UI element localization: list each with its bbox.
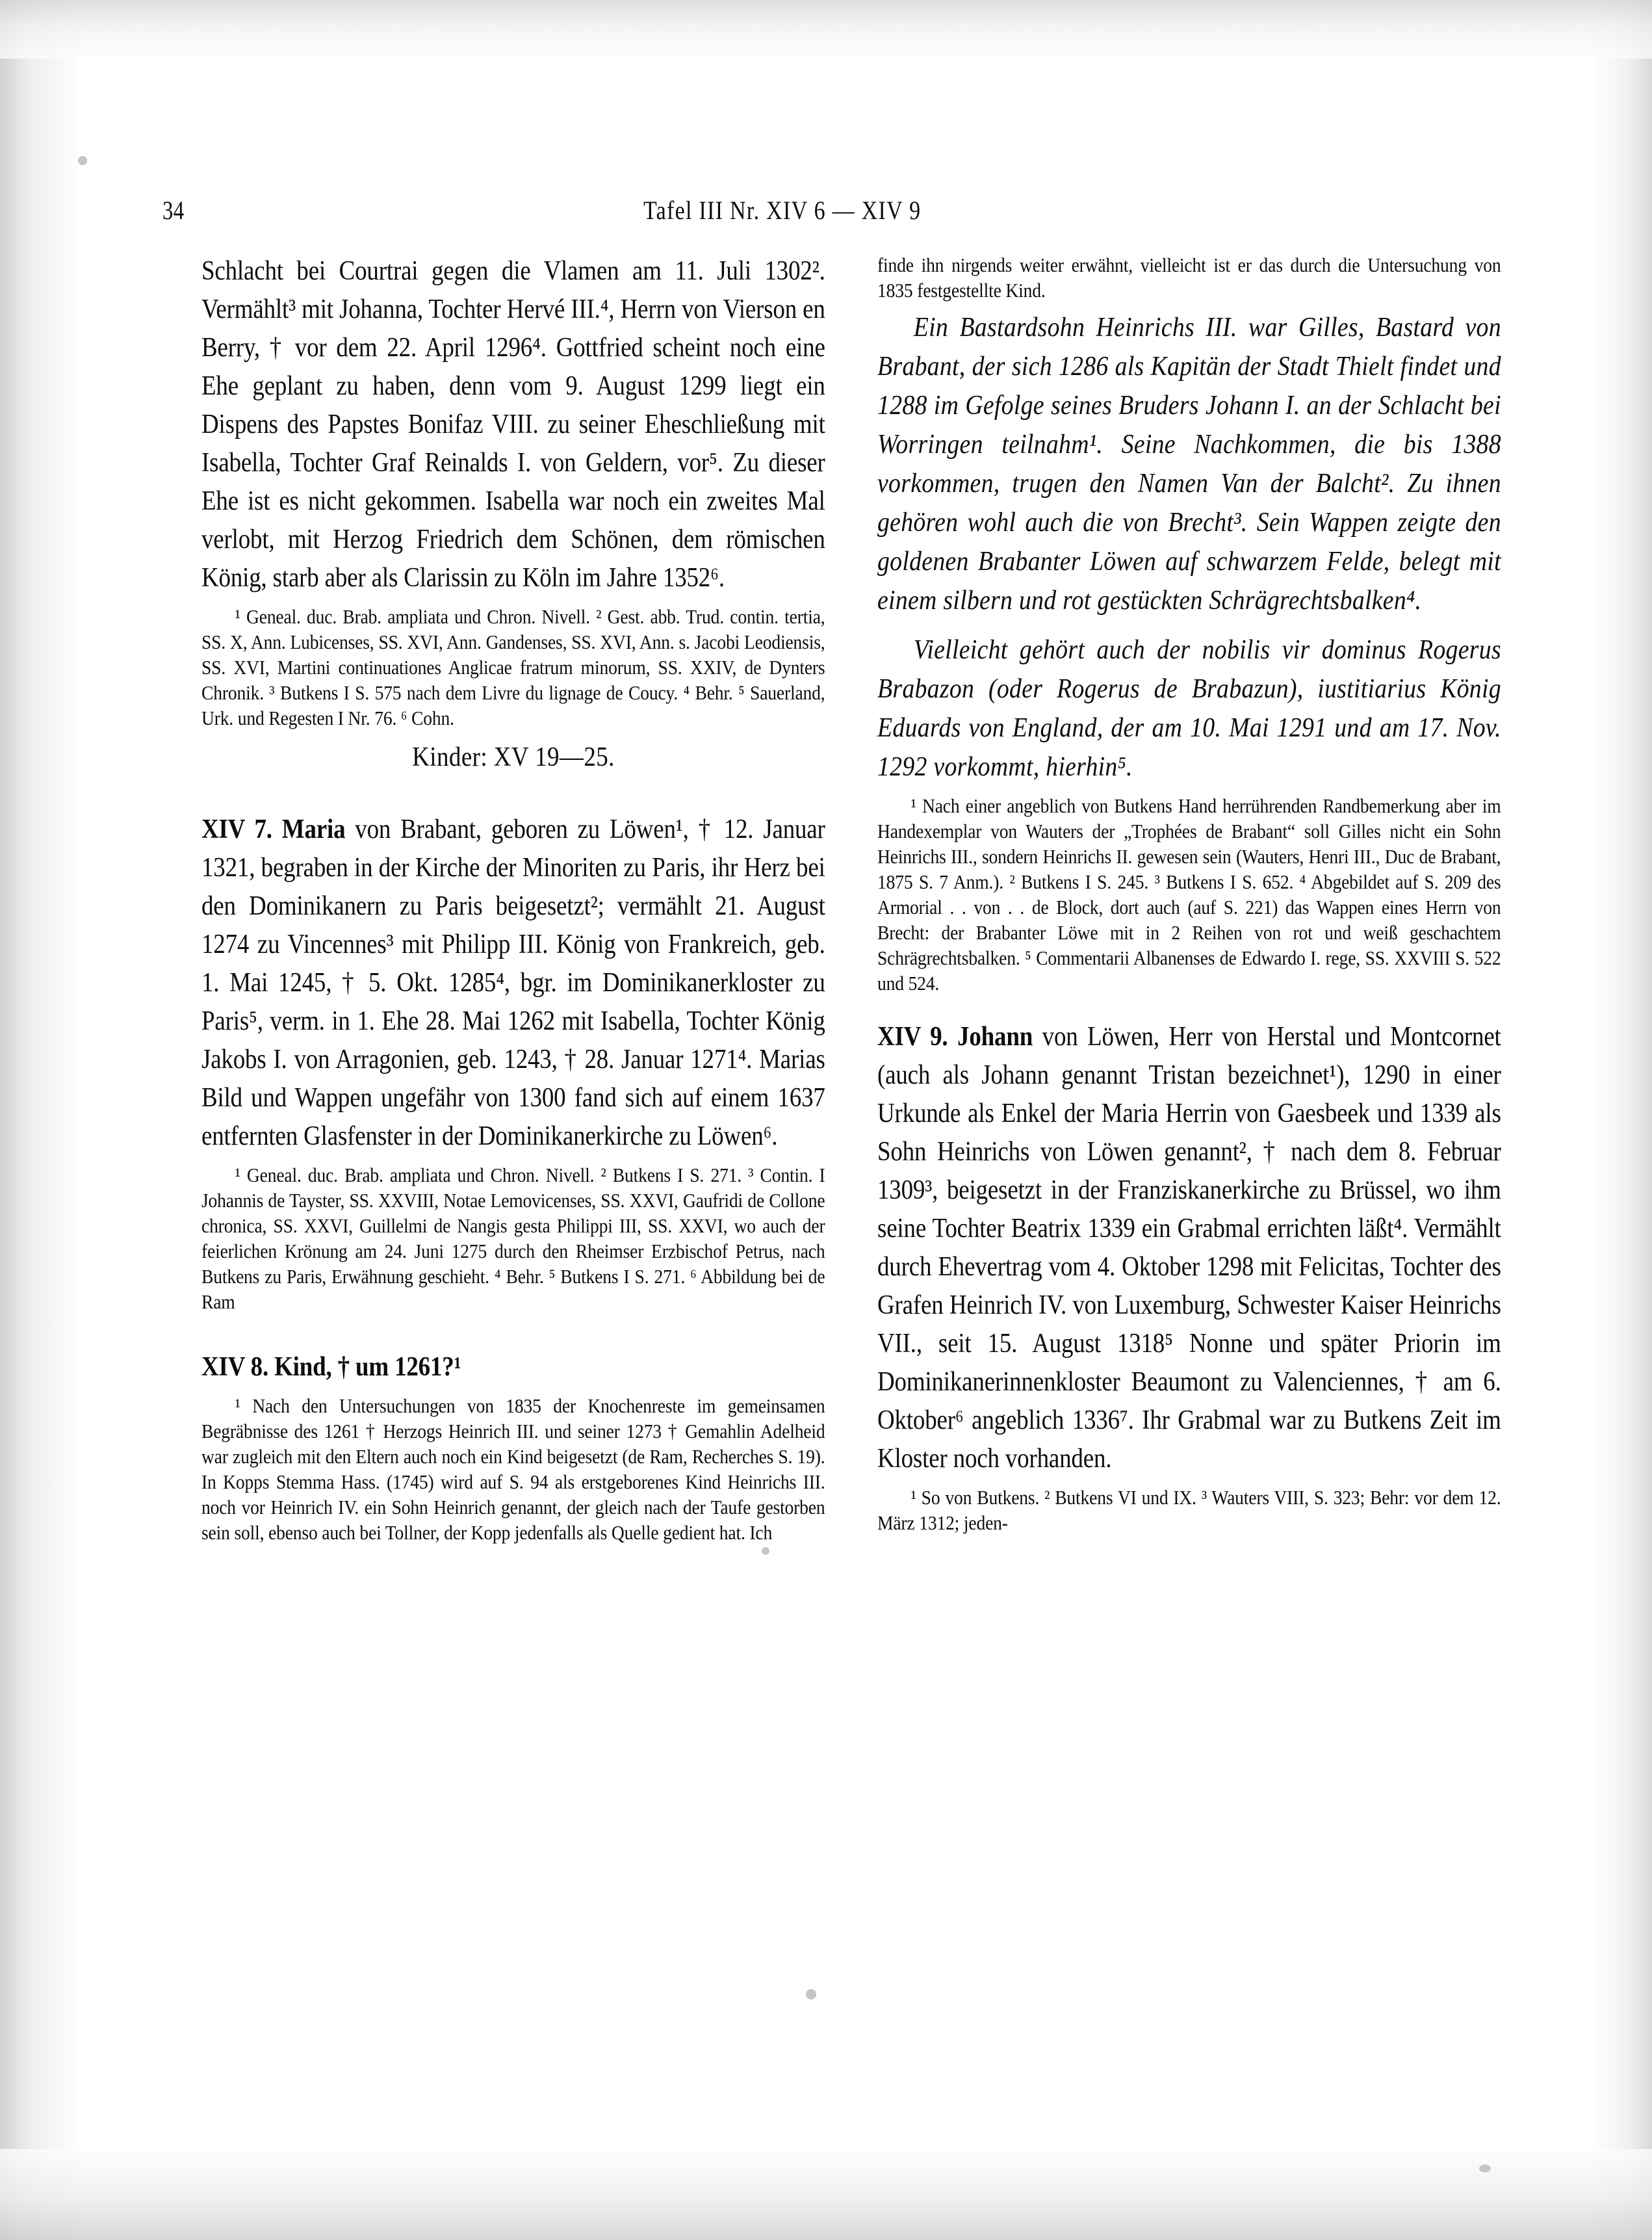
entry-xiv9-text: von Löwen, Herr von Herstal und Montcornet (auch als Johann genannt Tristan bezeichnet¹), 1290 in einer Urkunde als Enkel der Maria Herrin von Gaesbeek und 1339 als Sohn Heinrichs von Löwen genannt², † nach dem 8. Februar 1309³, beigesetzt in der Franziskanerkirche zu Brüssel, wo ihm seine Tochter Beatrix 1339 ein Grabmal errichten läßt⁴. Vermählt durch Ehevertrag vom 4. Oktober 1298 mit Felicitas, Tochter des Grafen Heinrich IV. von Luxemburg, Schwester Kaiser Heinrichs VII., seit 15. August 1318⁵ Nonne und später Priorin im Dominikanerinnenkloster Beaumont zu Valenciennes, † am 6. Oktober⁶ angeblich 1336⁷. Ihr Grabmal war zu Butkens Zeit im Kloster noch vorhanden. bbox=[877, 1022, 1501, 1474]
page-header bbox=[162, 195, 1462, 231]
footnotes-xiv7: ¹ Geneal. duc. Brab. ampliata und Chron. Nivell. ² Butkens I S. 271. ³ Contin. I Johannis de Tayster, SS. XXVIII, Notae Lemovicenses, SS. XXVI, Gaufridi de Collone chronica, SS. XXVI, Guillelmi de Nangis gesta Philippi III, SS. XXVI, wo auch der feierlichen Krönung am 24. Juni 1275 durch den Rheimser Erzbischof Petrus, nach Butkens zu Paris, Erwähnung geschieht. ⁴ Behr. ⁵ Butkens I S. 271. ⁶ Abbildung bei de Ram bbox=[201, 1164, 825, 1313]
two-column-body bbox=[162, 252, 1501, 1858]
scan-speck bbox=[1479, 2165, 1491, 2172]
footnotes-xiv6: ¹ Geneal. duc. Brab. ampliata und Chron. Nivell. ² Gest. abb. Trud. contin. tertia, SS. X, Ann. Lubicenses, SS. XVI, Ann. Gandenses, SS. XVI, Ann. s. Jacobi Leodiensis, SS. XVI, Martini continuationes Anglicae fratrum minorum, SS. XXIV, de Dynters Chronik. ³ Butkens I S. 575 nach dem Livre du lignage de Coucy. ⁴ Behr. ⁵ Sauerland, Urk. und Regesten I Nr. 76. ⁶ Cohn. bbox=[201, 605, 825, 729]
scan-speck bbox=[78, 156, 87, 165]
entry-xiv9-rubric: XIV 9. bbox=[877, 1022, 948, 1052]
paragraph-xiv6-continuation: Schlacht bei Courtrai gegen die Vlamen am 11. Juli 1302². Vermählt³ mit Johanna, Tochter Hervé III.⁴, Herrn von Vierson en Berry, † vor dem 22. April 1296⁴. Gottfried scheint noch eine Ehe geplant zu haben, denn vom 9. August 1299 liegt ein Dispens des Papstes Bonifaz VIII. zu seiner Eheschließung mit Isabella, Tochter Graf Reinalds I. von Geldern, vor⁵. Zu dieser Ehe ist es nicht gekommen. Isabella war noch ein zweites Mal verlobt, mit Herzog Friedrich dem Schönen, dem römischen König, starb aber als Clarissin zu Köln im Jahre 1352⁶. bbox=[201, 256, 825, 593]
scan-edge-left bbox=[0, 0, 78, 2240]
entry-xiv9-name: Johann bbox=[957, 1022, 1033, 1052]
footnotes-italic-passage: ¹ Nach einer angeblich von Butkens Hand herrührenden Randbemerkung aber im Handexemplar von Wauters der „Trophées de Brabant“ soll Gilles nicht ein Sohn Heinrichs III., sondern Heinrichs II. gewesen sein (Wauters, Henri III., Duc de Brabant, 1875 S. 7 Anm.). ² Butkens I S. 245. ³ Butkens I S. 652. ⁴ Abgebildet auf S. 209 des Armorial . . von . . de Block, dort auch (auf S. 221) das Wappen eines Herrn von Brecht: der Brabanter Löwe mit in 2 Reihen von rot und weiß geschachtem Schrägrechtsbalken. ⁵ Commentarii Albanenses de Edwardo I. rege, SS. XXVIII S. 522 und 524. bbox=[877, 794, 1501, 995]
entry-xiv7-rubric: XIV 7. bbox=[201, 814, 272, 844]
spacer bbox=[201, 1314, 825, 1348]
scan-edge-bottom bbox=[0, 2149, 1652, 2240]
entry-xiv8 bbox=[201, 1348, 825, 1387]
entry-xiv7-text: von Brabant, geboren zu Löwen¹, † 12. Januar 1321, begraben in der Kirche der Minoriten zu Paris, ihr Herz bei den Dominikanern zu Paris beigesetzt²; vermählt 21. August 1274 zu Vincennes³ mit Philipp III. König von Frankreich, geb. 1. Mai 1245, † 5. Okt. 1285⁴, bgr. im Dominikanerkloster zu Paris⁵, verm. in 1. Ehe 28. Mai 1262 mit Isabella, Tochter König Jakobs I. von Arragonien, geb. 1243, † 28. Januar 1271⁴. Marias Bild und Wappen ungefähr von 1300 fand sich auf einem 1637 entfernten Glasfenster in der Dominikanerkirche zu Löwen⁶. bbox=[201, 814, 825, 1151]
page-number: 34 bbox=[162, 196, 185, 225]
footnotes-xiv9: ¹ So von Butkens. ² Butkens VI und IX. ³ Wauters VIII, S. 323; Behr: vor dem 12. März 1312; jeden- bbox=[877, 1486, 1501, 1534]
scan-edge-top bbox=[0, 0, 1652, 59]
entry-xiv8-text: † um 1261?¹ bbox=[331, 1352, 461, 1382]
scan-edge-right bbox=[1594, 0, 1652, 2240]
right-column bbox=[877, 252, 1501, 1535]
italic-passage-gilles: Ein Bastardsohn Heinrichs III. war Gilles, Bastard von Brabant, der sich 1286 als Kapitän der Stadt Thielt findet und 1288 im Gefolge seines Bruders Johann I. an der Schlacht bei Worringen teilnahm¹. Seine Nachkommen, die bis 1388 vorkommen, trugen den Namen Van der Balcht². Zu ihnen gehören wohl auch die von Brecht³. Sein Wappen zeigte den goldenen Brabanter Löwen auf schwarzem Felde, belegt mit einem silbern und rot gestückten Schrägrechtsbalken⁴. bbox=[877, 313, 1501, 616]
italic-passage-rogerus: Vielleicht gehört auch der nobilis vir dominus Rogerus Brabazon (oder Rogerus de Brabazun), iustitiarius König Eduards von England, der am 10. Mai 1291 und am 17. Nov. 1292 vorkommt, hierhin⁵. bbox=[877, 635, 1501, 782]
entry-xiv7-name: Maria bbox=[281, 814, 346, 844]
scan-speck bbox=[806, 1989, 816, 1999]
paragraph-xiv8-note-continuation: finde ihn nirgends weiter erwähnt, vielleicht ist er das durch die Untersuchung von 1835 festgestellte Kind. bbox=[877, 254, 1501, 302]
footnotes-xiv8: ¹ Nach den Untersuchungen von 1835 der Knochenreste im gemeinsamen Begräbnisse des 1261 † Herzogs Heinrich III. und seiner 1273 † Gemahlin Adelheid war zugleich mit den Eltern auch noch ein Kind beigesetzt (de Ram, Recherches S. 19). In Kopps Stemma Hass. (1745) wird auf S. 94 als erstgeborenes Kind Heinrichs III. noch vor Heinrich IV. ein Sohn Heinrich genannt, der gleich nach der Taufe gestorben sein soll, ebenso auch bei Tollner, der Kopp jedenfalls als Quelle gedient hat. Ich bbox=[201, 1394, 825, 1544]
children-line-xiv6: Kinder: XV 19—25. bbox=[412, 742, 615, 772]
entry-xiv9 bbox=[877, 1018, 1501, 1478]
entry-xiv8-rubric: XIV 8. bbox=[201, 1352, 269, 1382]
entry-xiv8-name: Kind, bbox=[274, 1352, 332, 1382]
running-title: Tafel III Nr. XIV 6 — XIV 9 bbox=[643, 196, 922, 225]
entry-xiv7 bbox=[201, 811, 825, 1156]
left-column bbox=[201, 252, 825, 1545]
spacer bbox=[201, 777, 825, 811]
spacer bbox=[877, 996, 1501, 1018]
